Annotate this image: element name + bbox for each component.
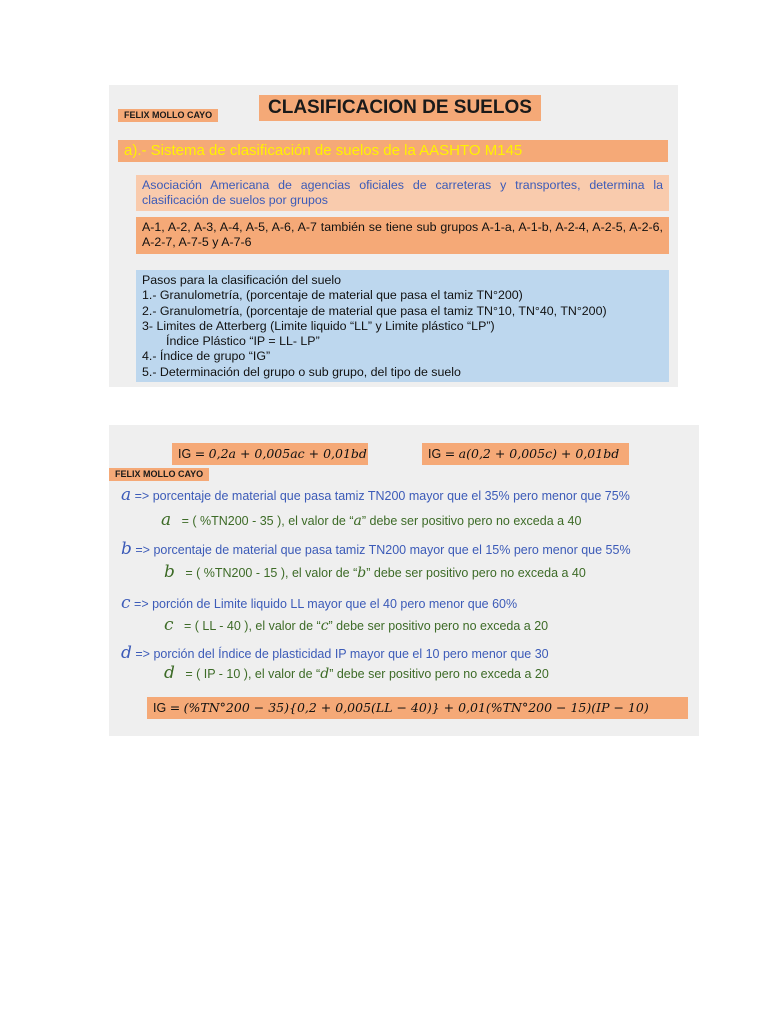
variable-c-description: c => porción de Limite liquido LL mayor que el 40 pero menor que 60%	[121, 593, 518, 613]
formula-ig-expanded: IG = 0,2a + 0,005ac + 0,01bd	[172, 443, 368, 465]
formula-ig-factored: IG = a(0,2 + 0,005c) + 0,01bd	[422, 443, 629, 465]
step-item: 4.- Índice de grupo “IG”	[142, 349, 271, 364]
author-label: FELIX MOLLO CAYO	[118, 109, 218, 122]
page-title: CLASIFICACION DE SUELOS	[259, 95, 541, 121]
section-heading: a).- Sistema de clasificación de suelos de la AASHTO M145	[118, 140, 668, 162]
step-item: Índice Plástico “IP = LL- LP”	[166, 334, 320, 349]
step-item: 2.- Granulometría, (porcentaje de material que pasa el tamiz TN°10, TN°40, TN°200)	[142, 303, 607, 318]
variable-d-description: d => porción del Índice de plasticidad IP mayor que el 10 pero menor que 30	[121, 643, 549, 663]
slide-soil-classification	[109, 85, 678, 387]
slide-group-index	[109, 425, 699, 736]
variable-b-description: b => porcentaje de material que pasa tamiz TN200 mayor que el 15% pero menor que 55%	[121, 539, 631, 559]
groups-text: A-1, A-2, A-3, A-4, A-5, A-6, A-7 también se tiene sub grupos A-1-a, A-1-b, A-2-4, A-2-5, A-2-6, A-2-7, A-7-5 y A-7-6	[136, 217, 669, 254]
step-item: 1.- Granulometría, (porcentaje de material que pasa el tamiz TN°200)	[142, 288, 523, 303]
steps-heading: Pasos para la clasificación del suelo	[142, 273, 342, 287]
association-text: Asociación Americana de agencias oficiales de carreteras y transportes, determina la clasificación de suelos por grupos	[136, 175, 669, 211]
variable-d-expression: d = ( IP - 10 ), el valor de “d” debe ser positivo pero no exceda a 20	[164, 663, 549, 683]
steps-box	[136, 270, 669, 382]
author-label: FELIX MOLLO CAYO	[109, 468, 209, 481]
variable-c-expression: c = ( LL - 40 ), el valor de “c” debe ser positivo pero no exceda a 20	[164, 615, 549, 635]
formula-ig-final: IG = (%TN°200 − 35){0,2 + 0,005(LL − 40)} + 0,01(%TN°200 − 15)(IP − 10)	[147, 697, 688, 719]
variable-a-description: a => porcentaje de material que pasa tamiz TN200 mayor que el 35% pero menor que 75%	[121, 485, 630, 505]
variable-a-expression: a = ( %TN200 - 35 ), el valor de “a” debe ser positivo pero no exceda a 40	[161, 510, 582, 530]
variable-b-expression: b = ( %TN200 - 15 ), el valor de “b” debe ser positivo pero no exceda a 40	[164, 562, 586, 582]
step-item: 3- Limites de Atterberg (Limite liquido “LL” y Limite plástico “LP”)	[142, 318, 495, 333]
step-item: 5.- Determinación del grupo o sub grupo, del tipo de suelo	[142, 364, 461, 379]
